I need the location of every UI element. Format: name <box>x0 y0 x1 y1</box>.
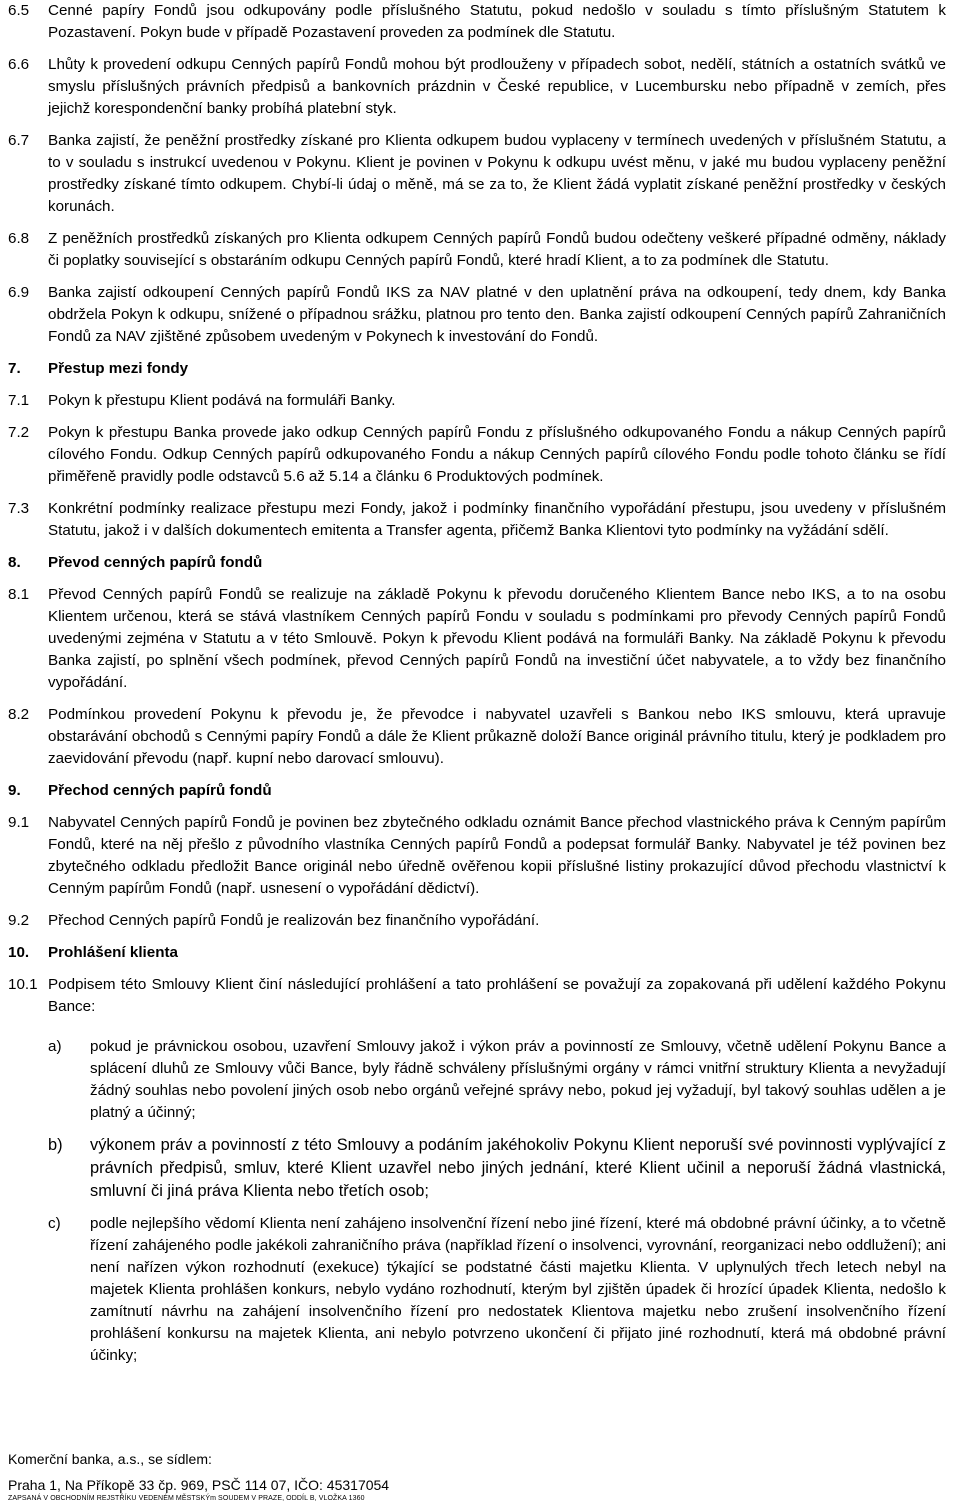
paragraph-number: 10.1 <box>8 976 38 993</box>
paragraph-number: 6.8 <box>8 230 30 247</box>
list-item-a <box>48 1036 946 1124</box>
paragraph-number: 9.1 <box>8 814 30 831</box>
heading-text: Přechod cenných papírů fondů <box>48 782 272 799</box>
paragraph-text: Podpisem této Smlouvy Klient činí následující prohlášení a tato prohlášení se považují za zopakovaná při udělení každého Pokynu Bance: <box>48 976 946 1015</box>
paragraph-number: 6.5 <box>8 2 30 19</box>
paragraph-10-1 <box>8 974 946 1018</box>
paragraph-number: 7.1 <box>8 392 30 409</box>
section-heading-9 <box>8 780 946 802</box>
paragraph-number: 6.6 <box>8 56 30 73</box>
paragraph-text: Banka zajistí odkoupení Cenných papírů Fondů IKS za NAV platné v den uplatnění práva na odkoupení, tedy dnem, kdy Banka obdržela Pokyn k odkupu, snížené o případnou srážku, platnou pro tento den. Banka zajistí odkoupení Cenných papírů Zahraničních Fondů za NAV zjištěné způsobem uvedeným v Pokynech k investování do Fondů. <box>48 284 946 345</box>
page-footer <box>8 1450 948 1503</box>
paragraph-number: 8.2 <box>8 706 30 723</box>
paragraph-number: 7.2 <box>8 424 30 441</box>
paragraph-text: Převod Cenných papírů Fondů se realizuje na základě Pokynu k převodu doručeného Klientem Bance nebo IKS, a to na osobu Klientem určenou, která se stává vlastníkem Cenných papírů Fondu v souladu s podmínkami pro převody Cenných papírů Fondů uvedenými zejména v Statutu a v této Smlouvě. Pokyn k převodu Klient podává na formuláři Banky. Na základě Pokynu k převodu Banka zajistí, po splnění všech podmínek, převod Cenných papírů Fondů na investiční účet nabyvatele, a to vždy bez finančního vypořádání. <box>48 586 946 691</box>
list-item-letter: c) <box>48 1215 61 1232</box>
paragraph-text: Konkrétní podmínky realizace přestupu mezi Fondy, jakož i podmínky finančního vypořádání přestupu, jsou uvedeny v příslušném Statutu, jakož i v dalších dokumentech emitenta a Transfer agenta, přičemž Banka Klientovi tyto podmínky na vyžádání sdělí. <box>48 500 946 539</box>
section-heading-8 <box>8 552 946 574</box>
list-item-text: podle nejlepšího vědomí Klienta není zahájeno insolvenční řízení nebo jiné řízení, které má obdobné právní účinky, a to včetně řízení zahájeného podle jakékoli zahraničního práva (například řízení o insolvenci, vyrovnání, reorganizaci nebo oddlužení); ani není nařízen výkon rozhodnutí (exekuce) týkající se podstatné části majetku Klienta. V uplynulých třech letech nebyl na majetek Klienta prohlášen konkurs, nebylo vydáno rozhodnutí, kterým byl zjištěn úpadek či hrozící úpadek Klienta, nedošlo k zamítnutí návrhu na zahájení insolvenčního řízení pro nedostatek Klientova majetku nebo zrušení insolvenčního řízení prohlášení konkursu na majetek Klienta, ani nebylo potvrzeno ukončení či přijato jiné rozhodnutí, která má obdobné právní účinky; <box>90 1215 946 1364</box>
heading-number: 9. <box>8 782 21 799</box>
paragraph-text: Nabyvatel Cenných papírů Fondů je povinen bez zbytečného odkladu oznámit Bance přechod vlastnického práva k Cenným papírům Fondů, které na něj přešlo z původního vlastníka Cenných papírů Fondů a podepsat formulář Banky. Nabyvatel je též povinen bez zbytečného odkladu předložit Bance originál nebo úředně ověřenou kopii příslušné listiny prokazující důvod přechodu vlastnictví k Cenným papírům Fondů (např. usnesení o vypořádání dědictví). <box>48 814 946 897</box>
paragraph-number: 6.7 <box>8 132 30 149</box>
paragraph-text: Přechod Cenných papírů Fondů je realizován bez finančního vypořádání. <box>48 912 540 929</box>
heading-text: Převod cenných papírů fondů <box>48 554 263 571</box>
heading-number: 10. <box>8 944 30 961</box>
heading-text: Přestup mezi fondy <box>48 360 189 377</box>
paragraph-text: Banka zajistí, že peněžní prostředky získané pro Klienta odkupem budou vyplaceny v termínech uvedených v příslušném Statutu, a to v souladu s instrukcí uvedenou v Pokynu. Klient je povinen v Pokynu k odkupu uvést měnu, v jaké mu budou vyplaceny peněžní prostředky získané tímto odkupem. Chybí-li údaj o měně, má se za to, že Klient žádá vyplatit získané peněžní prostředky v českých korunách. <box>48 132 946 215</box>
section-heading-7 <box>8 358 946 380</box>
list-item-b <box>48 1134 946 1203</box>
paragraph-number: 6.9 <box>8 284 30 301</box>
list-item-letter: a) <box>48 1038 62 1055</box>
paragraph-text: Podmínkou provedení Pokynu k převodu je, že převodce i nabyvatel uzavřeli s Bankou nebo IKS smlouvu, která upravuje obstarávání obchodů s Cennými papíry Fondů a dále že Klient průkazně doloží Bance originál právního titulu, který je podkladem pro zaevidování převodu (např. kupní nebo darovací smlouvu). <box>48 706 946 767</box>
paragraph-text: Cenné papíry Fondů jsou odkupovány podle příslušného Statutu, pokud nedošlo v souladu s tímto příslušným Statutem k Pozastavení. Pokyn bude v případě Pozastavení proveden za podmínek dle Statutu. <box>48 2 946 41</box>
paragraph-6-7 <box>8 130 946 218</box>
list-item-text: výkonem práv a povinností z této Smlouvy a podáním jakéhokoliv Pokynu Klient neporuší své povinnosti vyplývající z právních předpisů, smluv, které Klient uzavřel nebo jiných jednání, které Klient učinil a neporuší žádná vlastnická, smluvní či jiná práva Klienta nebo třetích osob; <box>90 1136 946 1200</box>
paragraph-7-1 <box>8 390 946 412</box>
footer-address: Praha 1, Na Příkopě 33 čp. 969, PSČ 114 07, IČO: 45317054 <box>8 1477 390 1493</box>
paragraph-8-2 <box>8 704 946 770</box>
paragraph-6-6 <box>8 54 946 120</box>
paragraph-6-8 <box>8 228 946 272</box>
paragraph-8-1 <box>8 584 946 694</box>
paragraph-7-2 <box>8 422 946 488</box>
heading-number: 7. <box>8 360 21 377</box>
footer-company-name: Komerční banka, a.s., se sídlem: <box>8 1451 212 1467</box>
paragraph-text: Lhůty k provedení odkupu Cenných papírů Fondů mohou být prodlouženy v případech sobot, nedělí, státních a ostatních svátků ve smyslu příslušných právních předpisů a bankovních prázdnin v České republice, v Lucembursku nebo případně v zemích, přes jejichž korespondenční banky probíhá platební styk. <box>48 56 946 117</box>
section-heading-10 <box>8 942 946 964</box>
paragraph-number: 8.1 <box>8 586 30 603</box>
paragraph-6-9 <box>8 282 946 348</box>
heading-text: Prohlášení klienta <box>48 944 178 961</box>
paragraph-text: Pokyn k přestupu Klient podává na formuláři Banky. <box>48 392 396 409</box>
paragraph-7-3 <box>8 498 946 542</box>
heading-number: 8. <box>8 554 21 571</box>
paragraph-9-2 <box>8 910 946 932</box>
paragraph-number: 7.3 <box>8 500 30 517</box>
paragraph-text: Z peněžních prostředků získaných pro Klienta odkupem Cenných papírů Fondů budou odečteny veškeré případné odměny, náklady či poplatky související s obstaráním odkupu Cenných papírů Fondů, které hradí Klient, a to za podmínek dle Statutu. <box>48 230 946 269</box>
list-item-c <box>48 1213 946 1367</box>
footer-registry: ZAPSANÁ V OBCHODNÍM REJSTŘÍKU VEDENÉM MĚSTSKÝm SOUDEM V PRAZE, ODDÍL B, VLOŽKA 1360 <box>8 1495 365 1502</box>
paragraph-text: Pokyn k přestupu Banka provede jako odkup Cenných papírů Fondu z příslušného odkupovaného Fondu a nákup Cenných papírů cílového Fondu. Odkup Cenných papírů odkupovaného Fondu a nákup Cenných papírů cílového Fondu podle tohoto článku se řídí přiměřeně pravidly podle odstavců 5.6 až 5.14 a článku 6 Produktových podmínek. <box>48 424 946 485</box>
list-item-text: pokud je právnickou osobou, uzavření Smlouvy jakož i výkon práv a povinností ze Smlouvy, včetně udělení Pokynu Bance a splácení dluhů ze Smlouvy vůči Bance, byly řádně schváleny příslušnými orgány v rámci vnitřní struktury Klienta a nevyžadují žádný souhlas nebo povolení jiných osob nebo orgánů veřejné správy nebo, pokud jej vyžadují, byl takový souhlas udělen a je platný a účinný; <box>90 1038 946 1121</box>
paragraph-9-1 <box>8 812 946 900</box>
paragraph-6-5 <box>8 0 946 44</box>
paragraph-number: 9.2 <box>8 912 30 929</box>
list-item-letter: b) <box>48 1136 63 1154</box>
